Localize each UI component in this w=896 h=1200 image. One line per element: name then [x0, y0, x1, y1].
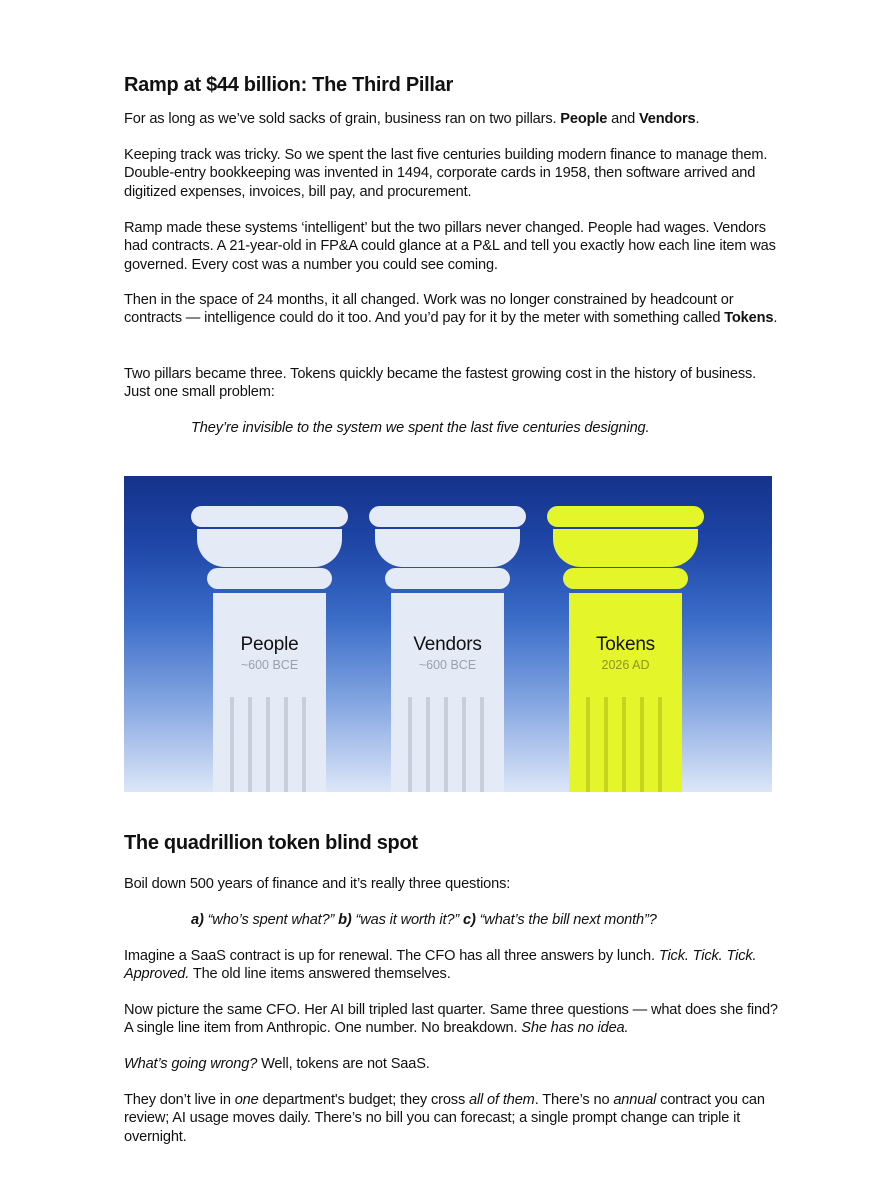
- text: Well, tokens are not SaaS.: [257, 1056, 430, 1072]
- text: and: [607, 111, 639, 127]
- text: department's budget; they cross: [258, 1092, 469, 1108]
- italic-approved: Tick. Tick. Tick. Approved.: [124, 948, 757, 983]
- text: .: [695, 111, 700, 127]
- pillar-flute: [426, 697, 430, 792]
- pillar-date: ~600 BCE: [240, 658, 299, 672]
- text: Then in the space of 24 months, it all changed. Work was no longer constrained by headcount or contracts — intelligence could do it too. And you’d pay for it by the meter with something called: [124, 292, 734, 327]
- italic-all: all of them: [469, 1092, 535, 1108]
- paragraph-wrong: [124, 1055, 784, 1073]
- pillar-flute: [408, 697, 412, 792]
- text: Now picture the same CFO. Her AI bill tripled last quarter. Same three questions — what does she find? A single line item from Anthropic. One number. No breakdown.: [124, 1002, 778, 1037]
- pillar-capital-base: [207, 568, 332, 589]
- pillar-name: People: [240, 634, 299, 655]
- pillar-flute: [658, 697, 662, 792]
- pillar-capital-base: [385, 568, 510, 589]
- question-a: “who’s spent what?”: [203, 912, 339, 928]
- questions-list: [191, 911, 791, 929]
- pillar-flute: [640, 697, 644, 792]
- pillar-name: Vendors: [413, 634, 482, 655]
- text: Imagine a SaaS contract is up for renewal. The CFO has all three answers by lunch.: [124, 948, 659, 964]
- paragraph-tokens-not-saas: [124, 1091, 784, 1146]
- pillar-date: 2026 AD: [601, 658, 650, 672]
- italic-one: one: [234, 1092, 259, 1108]
- paragraph-questions-intro: Boil down 500 years of finance and it’s really three questions:: [124, 876, 511, 892]
- question-c-label: c): [463, 912, 476, 928]
- text: . There’s no: [534, 1092, 614, 1108]
- question-c: “what’s the bill next month”?: [475, 912, 657, 928]
- pillar-flute: [230, 697, 234, 792]
- pillar-capital: [375, 529, 520, 567]
- paragraph-cfo: [124, 1001, 784, 1038]
- italic-annual: annual: [613, 1092, 657, 1108]
- text: For as long as we’ve sold sacks of grain, business ran on two pillars.: [124, 111, 561, 127]
- paragraph-three-pillars: Two pillars became three. Tokens quickly became the fastest growing cost in the history of business. Just one small problem:: [124, 366, 757, 401]
- bold-people: People: [560, 111, 608, 127]
- pillar-capital: [197, 529, 342, 567]
- pillars-illustration: [124, 476, 772, 792]
- question-b: “was it worth it?”: [351, 912, 463, 928]
- pillar-capital-top: [369, 506, 526, 527]
- pillar-people: [191, 476, 351, 792]
- text: They don’t live in: [124, 1092, 235, 1108]
- paragraph-change: [124, 291, 784, 328]
- text: contract you can review; AI usage moves daily. There’s no bill you can forecast; a single prompt change can triple it overnight.: [124, 1092, 765, 1145]
- pillar-flute: [586, 697, 590, 792]
- pillar-tokens: [547, 476, 707, 792]
- section-heading: The quadrillion token blind spot: [124, 832, 418, 854]
- pillar-flute: [604, 697, 608, 792]
- pillar-flute: [284, 697, 288, 792]
- pillar-flute: [248, 697, 252, 792]
- bold-tokens: Tokens: [724, 310, 774, 327]
- article-title: Ramp at $44 billion: The Third Pillar: [124, 74, 453, 96]
- paragraph-saas: [124, 947, 784, 984]
- question-b-label: b): [338, 912, 352, 928]
- pillar-capital: [553, 529, 698, 567]
- pillar-flute: [302, 697, 306, 792]
- question-a-label: a): [191, 912, 204, 928]
- paragraph-intro: [124, 110, 784, 128]
- pillar-date: ~600 BCE: [418, 658, 477, 672]
- pillar-capital-top: [547, 506, 704, 527]
- text: .: [773, 310, 778, 327]
- pillar-flute: [266, 697, 270, 792]
- pillar-vendors: [369, 476, 529, 792]
- pillar-capital-top: [191, 506, 348, 527]
- pillar-flute: [462, 697, 466, 792]
- pull-quote: They’re invisible to the system we spent the last five centuries designing.: [191, 420, 650, 436]
- italic-no-idea: She has no idea.: [521, 1020, 629, 1037]
- paragraph-ramp: Ramp made these systems ‘intelligent’ but the two pillars never changed. People had wages. Vendors had contracts. A 21-year-old in FP&A could glance at a P&L and tell you exactly how each line item was governed. Every cost was a number you could see coming.: [124, 220, 776, 273]
- bold-vendors: Vendors: [638, 111, 696, 127]
- pillar-name: Tokens: [595, 634, 655, 655]
- italic-question: What’s going wrong?: [124, 1056, 258, 1072]
- pillar-flute: [622, 697, 626, 792]
- pillar-flute: [444, 697, 448, 792]
- pillar-flute: [480, 697, 484, 792]
- text: The old line items answered themselves.: [189, 966, 451, 983]
- pillar-capital-base: [563, 568, 688, 589]
- paragraph-history: Keeping track was tricky. So we spent the last five centuries building modern finance to manage them. Double-entry bookkeeping was invented in 1494, corporate cards in 1958, then software arrived and digitized expenses, invoices, bill pay, and procurement.: [124, 147, 768, 200]
